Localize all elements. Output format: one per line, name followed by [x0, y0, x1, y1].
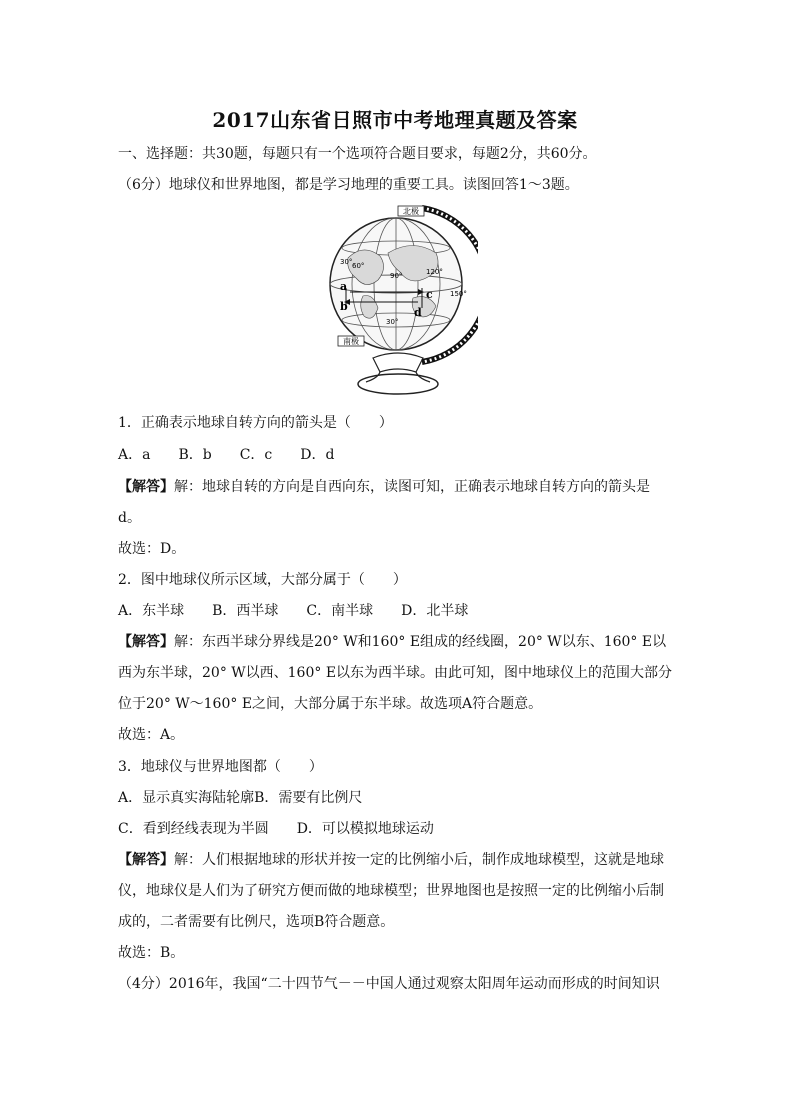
page-title: 2017山东省日照市中考地理真题及答案 [212, 108, 578, 132]
q1-answer-line2: d。 [118, 510, 141, 526]
q2-stem: 2．图中地球仪所示区域，大部分属于（ ） [118, 572, 407, 588]
q1-stem: 1．正确表示地球自转方向的箭头是（ ） [118, 415, 393, 431]
globe-figure [318, 198, 478, 398]
q1-answer-tag: 【解答】 [118, 479, 174, 495]
q1-result: 故选：D。 [118, 541, 186, 557]
q3-option-line1: A．显示真实海陆轮廓B．需要有比例尺 [118, 790, 363, 806]
globe-stand-base [358, 374, 438, 394]
lon-150-label: 150° [450, 290, 467, 298]
q2-options: A．东半球 B．西半球 C．南半球 D．北半球 [118, 603, 469, 619]
q2-answer-tag: 【解答】 [118, 634, 174, 650]
group2-intro: （4分）2016年，我国“二十四节气－－中国人通过观察太阳周年运动而形成的时间知识 [118, 976, 660, 992]
arrow-b-label: b [340, 300, 348, 313]
lat-30s-label: 30° [386, 318, 399, 326]
q3-option-line2: C．看到经线表现为半圆 D．可以模拟地球运动 [118, 821, 434, 837]
arrow-a-label: a [340, 280, 348, 293]
q1-answer-text: 解：地球自转的方向是自西向东，读图可知，正确表示地球自转方向的箭头是 [174, 479, 650, 495]
arrow-d-label: d [414, 306, 422, 319]
q2-answer-line1 [118, 632, 666, 652]
lat-30-label: 30° [340, 258, 353, 266]
q3-stem: 3．地球仪与世界地图都（ ） [118, 759, 323, 775]
lon-60-label: 60° [352, 262, 365, 270]
q3-answer-line1 [118, 850, 664, 870]
globe-stand-neck [373, 353, 423, 372]
q3-result: 故选：B。 [118, 945, 185, 961]
section-header: 一、选择题：共30题，每题只有一个选项符合题目要求，每题2分，共60分。 [118, 146, 597, 162]
q1-answer-line1 [118, 477, 650, 497]
q3-answer-line3: 成的，二者需要有比例尺，选项B符合题意。 [118, 914, 395, 930]
q3-answer-line2: 仪，地球仪是人们为了研究方便而做的地球模型；世界地图也是按照一定的比例缩小后制 [118, 883, 664, 899]
q2-answer-text: 解：东西半球分界线是20° W和160° E组成的经线圈，20° W以东、160° E以 [174, 634, 667, 650]
arrow-c-label: c [426, 288, 433, 301]
q3-answer-tag: 【解答】 [118, 852, 174, 868]
lon-120-label: 120° [426, 268, 443, 276]
q2-answer-line2: 西为东半球，20° W以西、160° E以东为西半球。由此可知，图中地球仪上的范围大部分 [118, 665, 673, 681]
south-pole-label: 南极 [343, 337, 359, 346]
group-intro: （6分）地球仪和世界地图，都是学习地理的重要工具。读图回答1～3题。 [118, 177, 579, 193]
north-pole-label: 北极 [403, 207, 419, 216]
q2-answer-line3: 位于20° W～160° E之间，大部分属于东半球。故选项A符合题意。 [118, 696, 543, 712]
q1-options: A．a B．b C．c D．d [118, 447, 335, 463]
lon-90-label: 90° [390, 272, 403, 280]
q3-answer-text: 解：人们根据地球的形状并按一定的比例缩小后，制作成地球模型，这就是地球 [174, 852, 664, 868]
q2-result: 故选：A。 [118, 727, 185, 743]
